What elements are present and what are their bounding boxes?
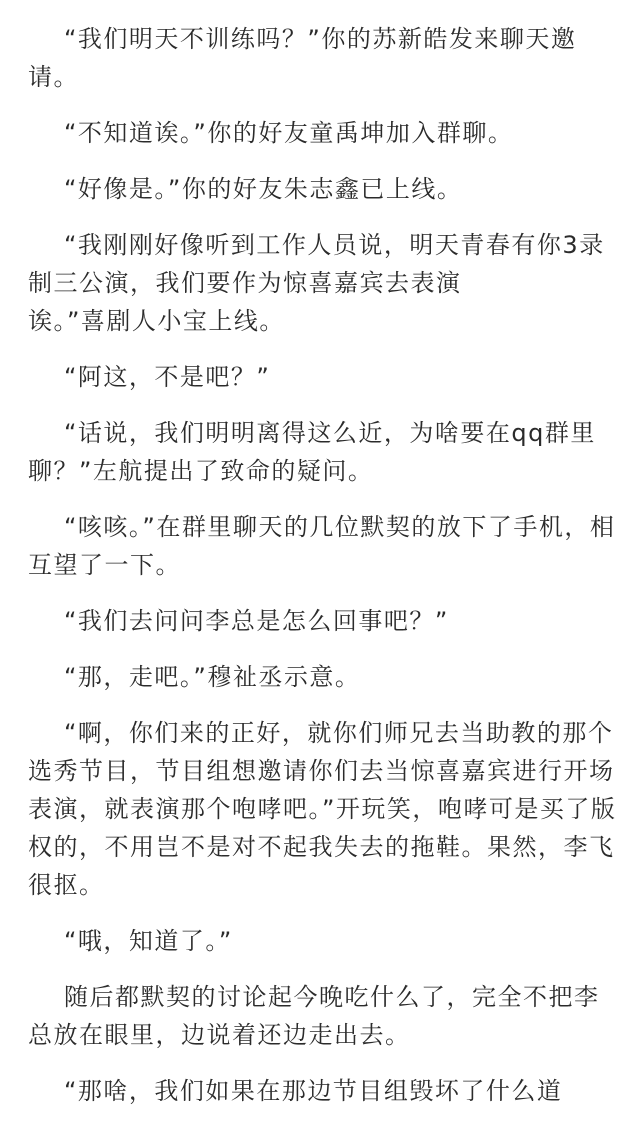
story-paragraph: “那，走吧。”穆祉丞示意。	[64, 663, 361, 691]
story-paragraph: “话说，我们明明离得这么近，为啥要在qq群里聊？”左航提出了致命的疑问。	[28, 419, 596, 485]
story-paragraph: “我刚刚好像听到工作人员说，明天青春有你3录制三公演，我们要作为惊喜嘉宾去表演 诶。”喜剧人小宝上线。	[28, 231, 605, 335]
story-paragraph: “我们明天不训练吗？”你的苏新皓发来聊天邀请。	[28, 25, 577, 91]
story-paragraph: “不知道诶。”你的好友童禹坤加入群聊。	[64, 119, 514, 147]
story-paragraph: 随后都默契的讨论起今晚吃什么了，完全不把李总放在眼里，边说着还边走出去。	[28, 983, 600, 1049]
story-paragraph: “那啥，我们如果在那边节目组毁坏了什么道	[64, 1077, 563, 1105]
story-paragraph: “好像是。”你的好友朱志鑫已上线。	[64, 175, 463, 203]
story-paragraph: “阿这，不是吧？”	[64, 363, 271, 391]
story-paragraph: “啊，你们来的正好，就你们师兄去当助教的那个选秀节目，节目组想邀请你们去当惊喜嘉宾进行开场表演，就表演那个咆哮吧。”开玩笑，咆哮可是买了版权的，不用岂不是对不起我失去的拖鞋。果然，李飞很抠。	[28, 719, 617, 899]
story-paragraph: “哦，知道了。”	[64, 927, 233, 955]
story-paragraph: “咳咳。”在群里聊天的几位默契的放下了手机，相互望了一下。	[28, 513, 616, 579]
story-paragraph: “我们去问问李总是怎么回事吧？”	[64, 607, 449, 635]
